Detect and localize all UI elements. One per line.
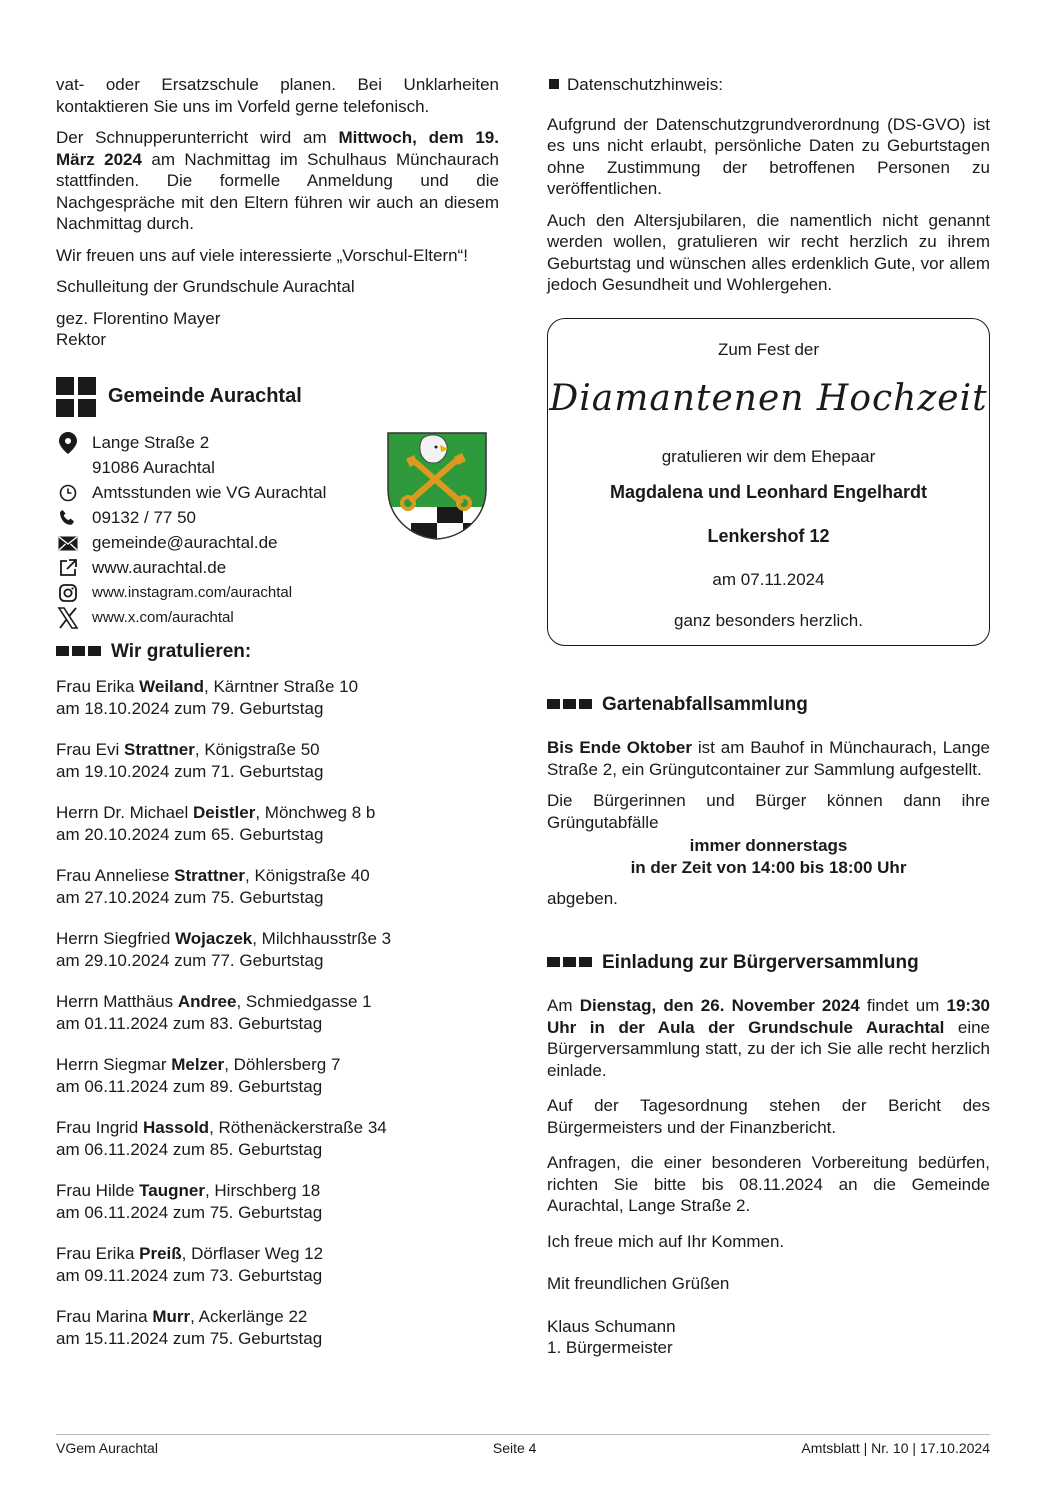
contact-hours: Amtsstunden wie VG Aurachtal xyxy=(92,483,327,503)
garten-paragraph-2: Die Bürgerinnen und Bürger können dann ihre Grüngutabfälle xyxy=(547,791,990,832)
birthday-name: Taugner xyxy=(139,1181,205,1200)
section-marker-icon xyxy=(56,646,101,656)
hochzeit-line2: gratulieren wir dem Ehepaar xyxy=(661,447,876,466)
birthday-entry: Frau Erika Preiß, Dörflaser Weg 12 am 09.11.2024 zum 73. Geburtstag xyxy=(56,1243,499,1286)
contact-city: 91086 Aurachtal xyxy=(92,458,215,478)
hochzeit-line1: Zum Fest der xyxy=(717,339,820,359)
contact-instagram[interactable]: www.instagram.com/aurachtal xyxy=(92,584,293,602)
hochzeit-script-title: Diamantenen Hochzeit xyxy=(549,378,988,419)
school-paragraph-2: Der Schnupperunterricht wird am Mittwoch, dem 19. März 2024 am Nachmittag im Schulhaus Münchaurach stattfinden. Die formelle Anmeldung und die Nachgespräche mit den Eltern führen wir auch an diesem Nachmittag durch. xyxy=(56,128,499,233)
school-paragraph-1: vat- oder Ersatzschule planen. Bei Unklarheiten kontaktieren Sie uns im Vorfeld gerne telefonisch. xyxy=(56,75,499,116)
versammlung-signature: Klaus Schumann 1. Bürgermeister xyxy=(547,1316,676,1357)
location-pin-icon xyxy=(56,432,80,454)
birthday-date: am 29.10.2024 zum 77. Geburtstag xyxy=(56,950,324,970)
versammlung-paragraph-1: Am Dienstag, den 26. November 2024 findet um 19:30 Uhr in der Aula der Grundschule Aurachtal eine Bürgerversammlung statt, zu der ich Sie alle recht herzlich einlade. xyxy=(547,996,990,1080)
birthday-entry: Frau Evi Strattner, Königstraße 50 am 19.10.2024 zum 71. Geburtstag xyxy=(56,739,499,782)
school-signature: gez. Florentino Mayer Rektor xyxy=(56,308,221,349)
gratulieren-heading: Wir gratulieren: xyxy=(56,641,499,663)
birthday-name: Hassold xyxy=(142,1118,210,1137)
birthday-name: Wojaczek xyxy=(175,929,253,948)
birthday-entry: Frau Ingrid Hassold, Röthenäckerstraße 34 am 06.11.2024 zum 85. Geburtstag xyxy=(56,1117,499,1160)
section-marker-icon xyxy=(547,957,592,967)
external-link-icon xyxy=(56,557,80,579)
contact-x-row xyxy=(56,606,499,631)
birthday-entry: Herrn Siegfried Wojaczek, Milchhausstrße 3 am 29.10.2024 zum 77. Geburtstag xyxy=(56,928,499,971)
versammlung-paragraph-5: Mit freundlichen Grüßen xyxy=(547,1274,730,1293)
school-paragraph-4: Schulleitung der Grundschule Aurachtal xyxy=(56,277,355,296)
birthday-date: am 09.11.2024 zum 73. Geburtstag xyxy=(56,1265,323,1285)
birthday-date: am 06.11.2024 zum 89. Geburtstag xyxy=(56,1076,323,1096)
hochzeit-closing: ganz besonders herzlich. xyxy=(673,611,863,630)
bullet-square-icon xyxy=(549,79,559,89)
contact-instagram-row xyxy=(56,581,499,606)
birthday-date: am 15.11.2024 zum 75. Geburtstag xyxy=(56,1328,323,1348)
hochzeit-date: am 07.11.2024 xyxy=(712,569,825,589)
birthday-name: Preiß xyxy=(139,1244,182,1263)
birthday-entry: Frau Anneliese Strattner, Königstraße 40 am 27.10.2024 zum 75. Geburtstag xyxy=(56,865,499,908)
birthday-date: am 20.10.2024 zum 65. Geburtstag xyxy=(56,824,324,844)
contact-web[interactable]: www.aurachtal.de xyxy=(92,558,227,578)
hochzeit-names: Magdalena und Leonhard Engelhardt xyxy=(609,481,928,502)
birthday-date: am 18.10.2024 zum 79. Geburtstag xyxy=(56,698,324,718)
birthday-list xyxy=(56,676,499,1349)
gemeinde-logo-icon xyxy=(56,377,96,417)
datenschutz-label: Datenschutzhinweis: xyxy=(547,74,990,96)
section-marker-icon xyxy=(547,699,592,709)
birthday-entry: Herrn Dr. Michael Deistler, Mönchweg 8 b am 20.10.2024 zum 65. Geburtstag xyxy=(56,802,499,845)
contact-phone[interactable]: 09132 / 77 50 xyxy=(92,508,196,528)
right-column xyxy=(547,74,990,1369)
birthday-name: Andree xyxy=(177,992,237,1011)
datenschutz-paragraph-1: Aufgrund der Datenschutzgrundverordnung (DS-GVO) ist es uns nicht erlaubt, persönliche Daten zu Geburtstagen ohne Zustimmung der betroffenen Personen zu veröffentlichen. xyxy=(547,114,990,198)
contact-email[interactable]: gemeinde@aurachtal.de xyxy=(92,533,278,553)
contact-block xyxy=(56,431,499,641)
birthday-date: am 19.10.2024 zum 71. Geburtstag xyxy=(56,761,324,781)
x-icon xyxy=(56,607,80,629)
mail-icon xyxy=(56,532,80,554)
birthday-entry: Herrn Matthäus Andree, Schmiedgasse 1 am 01.11.2024 zum 83. Geburtstag xyxy=(56,991,499,1034)
birthday-date: am 06.11.2024 zum 85. Geburtstag xyxy=(56,1139,323,1159)
birthday-entry: Frau Hilde Taugner, Hirschberg 18 am 06.11.2024 zum 75. Geburtstag xyxy=(56,1180,499,1223)
hochzeit-place: Lenkershof 12 xyxy=(707,526,830,546)
birthday-date: am 01.11.2024 zum 83. Geburtstag xyxy=(56,1013,323,1033)
instagram-icon xyxy=(56,582,80,604)
birthday-name: Strattner xyxy=(174,866,245,885)
birthday-name: Melzer xyxy=(171,1055,225,1074)
versammlung-heading: Einladung zur Bürgerversammlung xyxy=(547,952,990,974)
birthday-name: Strattner xyxy=(124,740,195,759)
birthday-date: am 06.11.2024 zum 75. Geburtstag xyxy=(56,1202,323,1222)
gemeinde-header xyxy=(56,377,499,417)
birthday-name: Deistler xyxy=(192,803,256,822)
trial-lesson-date: Mittwoch, dem 19. März 2024 xyxy=(56,128,499,169)
datenschutz-paragraph-2: Auch den Altersjubilaren, die namentlich nicht genannt werden wollen, gratulieren wir recht herzlich zu ihrem Geburtstag und wünschen alles erdenklich Gute, vor allem jedoch Gesundheit und Wohlergehen. xyxy=(547,210,990,294)
hochzeit-card xyxy=(547,318,990,646)
birthday-name: Weiland xyxy=(139,677,205,696)
footer-right: Amtsblatt | Nr. 10 | 17.10.2024 xyxy=(801,1440,990,1456)
garten-paragraph-3: abgeben. xyxy=(547,889,618,908)
contact-street: Lange Straße 2 xyxy=(92,433,210,453)
versammlung-paragraph-4: Ich freue mich auf Ihr Kommen. xyxy=(547,1231,785,1251)
contact-x[interactable]: www.x.com/aurachtal xyxy=(92,609,234,627)
garten-when: immer donnerstags in der Zeit von 14:00 bis 18:00 Uhr xyxy=(630,836,907,877)
birthday-entry: Frau Marina Murr, Ackerlänge 22 am 15.11.2024 zum 75. Geburtstag xyxy=(56,1306,499,1349)
school-paragraph-3: Wir freuen uns auf viele interessierte „Vorschul-Eltern“! xyxy=(56,245,468,265)
birthday-name: Murr xyxy=(152,1307,191,1326)
birthday-date: am 27.10.2024 zum 75. Geburtstag xyxy=(56,887,324,907)
coat-of-arms xyxy=(386,431,488,541)
garten-paragraph-1: Bis Ende Oktober ist am Bauhof in Münchaurach, Lange Straße 2, ein Grüngutcontainer zur Sammlung aufgestellt. xyxy=(547,738,990,779)
page-footer xyxy=(56,1434,990,1460)
contact-web-row xyxy=(56,556,499,581)
footer-page: Seite 4 xyxy=(492,1440,537,1456)
gemeinde-title: Gemeinde Aurachtal xyxy=(108,384,302,407)
versammlung-paragraph-2: Auf der Tagesordnung stehen der Bericht des Bürgermeisters und der Finanzbericht. xyxy=(547,1096,990,1137)
garten-heading: Gartenabfallsammlung xyxy=(547,694,990,716)
phone-icon xyxy=(56,507,80,529)
birthday-entry: Herrn Siegmar Melzer, Döhlersberg 7 am 06.11.2024 zum 89. Geburtstag xyxy=(56,1054,499,1097)
clock-icon xyxy=(56,482,80,504)
left-column xyxy=(56,74,499,1369)
birthday-entry: Frau Erika Weiland, Kärntner Straße 10 am 18.10.2024 zum 79. Geburtstag xyxy=(56,676,499,719)
versammlung-paragraph-3: Anfragen, die einer besonderen Vorbereitung bedürfen, richten Sie bitte bis 08.11.2024 an die Gemeinde Aurachtal, Lange Straße 2. xyxy=(547,1153,990,1215)
footer-left: VGem Aurachtal xyxy=(56,1440,158,1456)
